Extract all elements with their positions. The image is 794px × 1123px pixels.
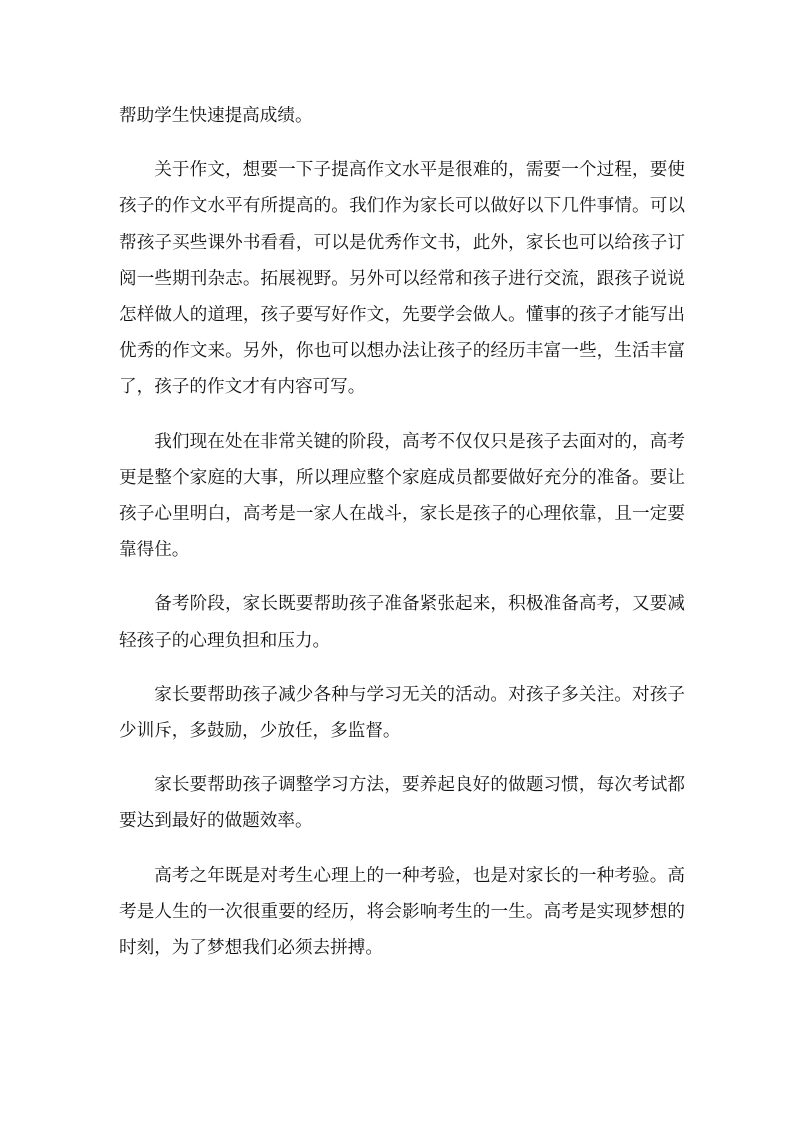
- paragraph-dream: 高考之年既是对考生心理上的一种考验，也是对家长的一种考验。高考是人生的一次很重要的经历，将会影响考生的一生。高考是实现梦想的时刻，为了梦想我们必须去拼搏。: [119, 865, 685, 959]
- paragraph-study-method: 家长要帮助孩子调整学习方法，要养起良好的做题习惯，每次考试都要达到最好的做题效率。: [119, 775, 685, 832]
- paragraph-family-preparation: 我们现在处在非常关键的阶段，高考不仅仅只是孩子去面对的，高考更是整个家庭的大事，所以理应整个家庭成员都要做好充分的准备。要让孩子心里明白，高考是一家人在战斗，家长是孩子的心理依靠，且一定要靠得住。: [119, 431, 685, 561]
- paragraph-reduce-activities: 家长要帮助孩子减少各种与学习无关的活动。对孩子多关注。对孩子少训斥，多鼓励，少放任，多监督。: [119, 684, 685, 742]
- document-body: [119, 98, 685, 966]
- paragraph-exam-stage: 备考阶段，家长既要帮助孩子准备紧张起来，积极准备高考，又要减轻孩子的心理负担和压力。: [119, 594, 685, 651]
- paragraph-composition: 关于作文，想要一下子提高作文水平是很难的，需要一个过程，要使孩子的作文水平有所提高的。我们作为家长可以做好以下几件事情。可以帮孩子买些课外书看看，可以是优秀作文书，此外，家长也可以给孩子订阅一些期刊杂志。拓展视野。另外可以经常和孩子进行交流，跟孩子说说怎样做人的道理，孩子要写好作文，先要学会做人。懂事的孩子才能写出优秀的作文来。另外，你也可以想办法让孩子的经历丰富一些，生活丰富了，孩子的作文才有内容可写。: [119, 160, 685, 398]
- paragraph-continuation: 帮助学生快速提高成绩。: [119, 106, 313, 126]
